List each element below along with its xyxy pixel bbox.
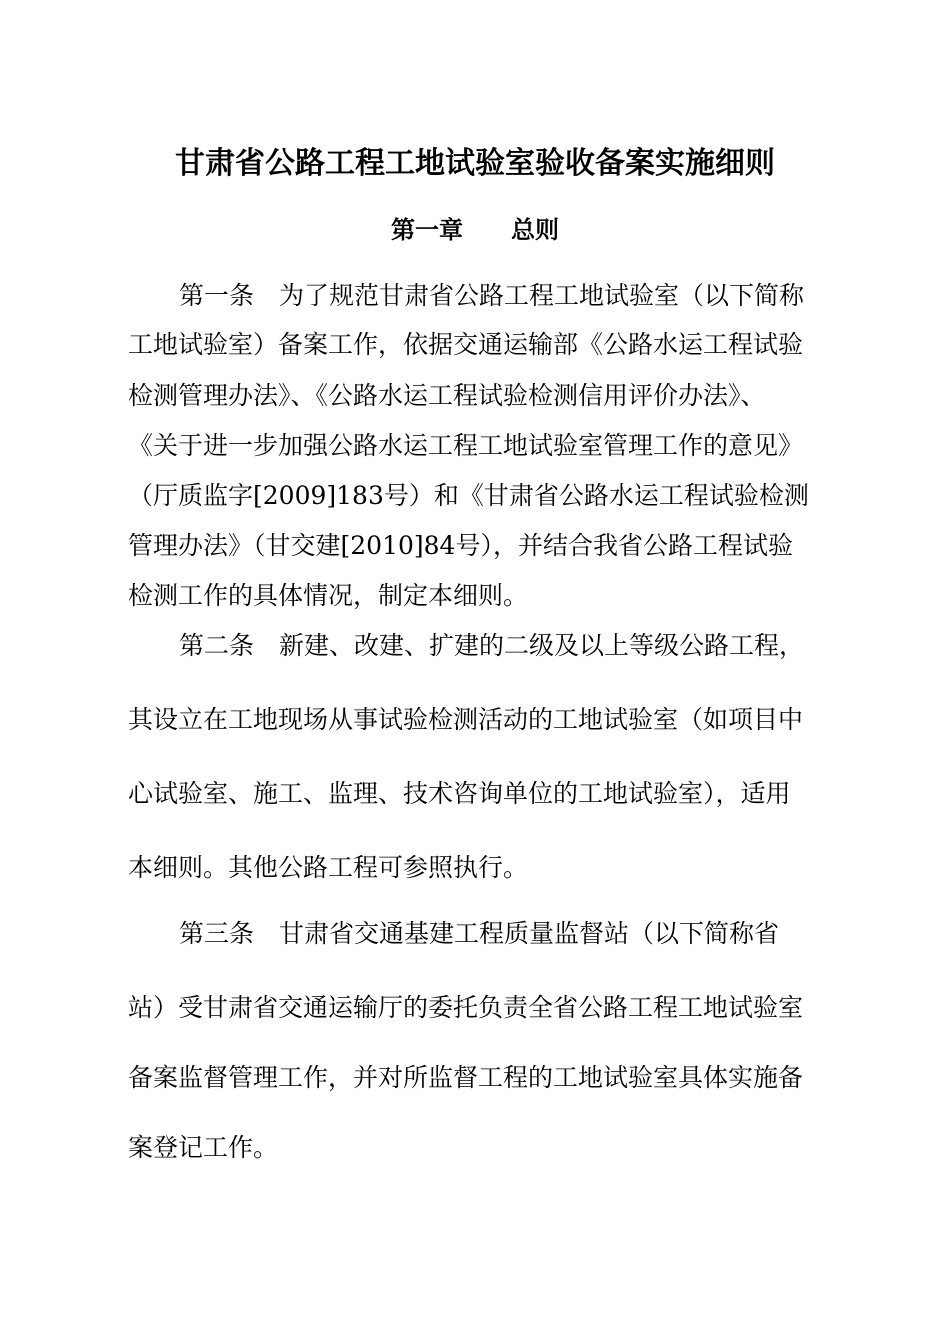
article-2-line: 心试验室、施工、监理、技术咨询单位的工地试验室），适用 [128,779,791,808]
article-2-line: 本细则。其他公路工程可参照执行。 [128,853,529,882]
article-2-line: 第二条 新建、改建、扩建的二级及以上等级公路工程， [179,631,805,660]
article-3-line: 案登记工作。 [128,1133,279,1162]
article-1-line: 《关于进一步加强公路水运工程工地试验室管理工作的意见》 [128,431,804,460]
article-2-line: 其设立在工地现场从事试验检测活动的工地试验室（如项目中 [128,705,804,734]
article-3-line: 第三条 甘肃省交通基建工程质量监督站（以下简称省 [179,919,780,948]
chapter-heading: 第一章 总则 [391,215,559,244]
article-1-line: 检测管理办法》、《公路水运工程试验检测信用评价办法》、 [128,381,766,410]
article-1-line: （厅质监字[2009]183号）和《甘肃省公路水运工程试验检测 [128,481,809,510]
article-1-line: 管理办法》（甘交建[2010]84号），并结合我省公路工程试验 [128,531,793,560]
document-title: 甘肃省公路工程工地试验室验收备案实施细则 [175,146,775,181]
article-1-line: 第一条 为了规范甘肃省公路工程工地试验室（以下简称 [179,281,805,310]
article-1-line: 工地试验室）备案工作，依据交通运输部《公路水运工程试验 [128,330,804,359]
article-3-line: 备案监督管理工作，并对所监督工程的工地试验室具体实施备 [128,1063,804,1092]
article-3-line: 站）受甘肃省交通运输厅的委托负责全省公路工程工地试验室 [128,993,804,1022]
article-1-line: 检测工作的具体情况，制定本细则。 [128,581,529,610]
